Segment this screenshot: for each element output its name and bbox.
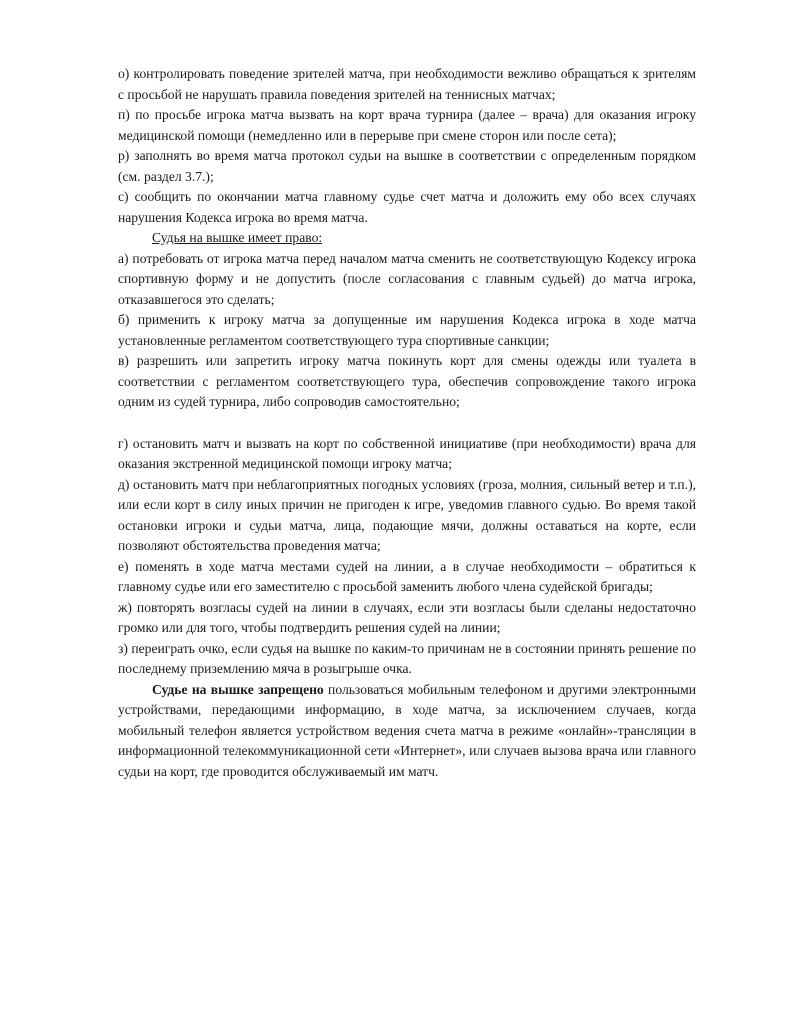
duty-item-p: п) по просьбе игрока матча вызвать на корт врача турнира (далее – врача) для оказания игроку медицинской помощи (немедленно или в перерыве при смене сторон или после сета); [118, 107, 696, 143]
prohibition-text: пользоваться мобильным телефоном и другими электронными устройствами, передающими информацию, в ходе матча, за исключением случаев, когда мобильный телефон является устройством ведения счета матча в режиме «онлайн»-трансляции в информационной телекоммуникационной сети «Интернет», или случаев вызова врача или главного судьи на корт, где проводится обслуживаемый им матч. [118, 681, 696, 779]
prohibition-paragraph [118, 680, 696, 783]
prohibition-bold: Судье на вышке запрещено [152, 681, 324, 697]
right-item-a: а) потребовать от игрока матча перед началом матча сменить не соответствующую Кодексу игрока спортивную форму и не допустить (после согласования с главным судьей) до матча игрока, отказавшегося это сделать; [118, 250, 696, 307]
duty-item-r: р) заполнять во время матча протокол судьи на вышке в соответствии с определенным порядком (см. раздел 3.7.); [118, 148, 696, 184]
right-item-g: г) остановить матч и вызвать на корт по собственной инициативе (при необходимости) врача для оказания экстренной медицинской помощи игроку матча; [118, 435, 696, 471]
rights-heading: Судья на вышке имеет право: [152, 230, 323, 245]
right-item-v: в) разрешить или запретить игроку матча покинуть корт для смены одежды или туалета в соответствии с регламентом соответствующего тура, обеспечив сопровождение такого игрока одним из судей турнира, либо сопроводив самостоятельно; [118, 353, 696, 409]
duty-item-o: о) контролировать поведение зрителей матча, при необходимости вежливо обращаться к зрителям с просьбой не нарушать правила поведения зрителей на теннисных матчах; [118, 66, 696, 102]
duty-item-s: с) сообщить по окончании матча главному судье счет матча и доложить ему обо всех случаях нарушения Кодекса игрока во время матча. [118, 189, 696, 225]
right-item-b: б) применить к игроку матча за допущенные им нарушения Кодекса игрока в ходе матча установленные регламентом соответствующего тура спортивные санкции; [118, 312, 696, 348]
right-item-z: з) переиграть очко, если судья на вышке по каким-то причинам не в состоянии принять решение по последнему приземлению мяча в розыгрыше очка. [118, 640, 696, 676]
right-item-e: е) поменять в ходе матча местами судей на линии, а в случае необходимости – обратиться к главному судье или его заместителю с просьбой заменить любого члена судейской бригады; [118, 558, 696, 594]
right-item-d: д) остановить матч при неблагоприятных погодных условиях (гроза, молния, сильный ветер и т.п.), или если корт в силу иных причин не пригоден к игре, уведомив главного судью. Во время такой остановки игроки и судьи матча, лица, подающие мячи, должны оставаться на корте, если позволяют обстоятельства проведения матча; [118, 476, 696, 553]
right-item-zh: ж) повторять возгласы судей на линии в случаях, если эти возгласы были сделаны недостаточно громко или для того, чтобы подтвердить решения судей на линии; [118, 599, 696, 635]
document-page [118, 64, 696, 782]
